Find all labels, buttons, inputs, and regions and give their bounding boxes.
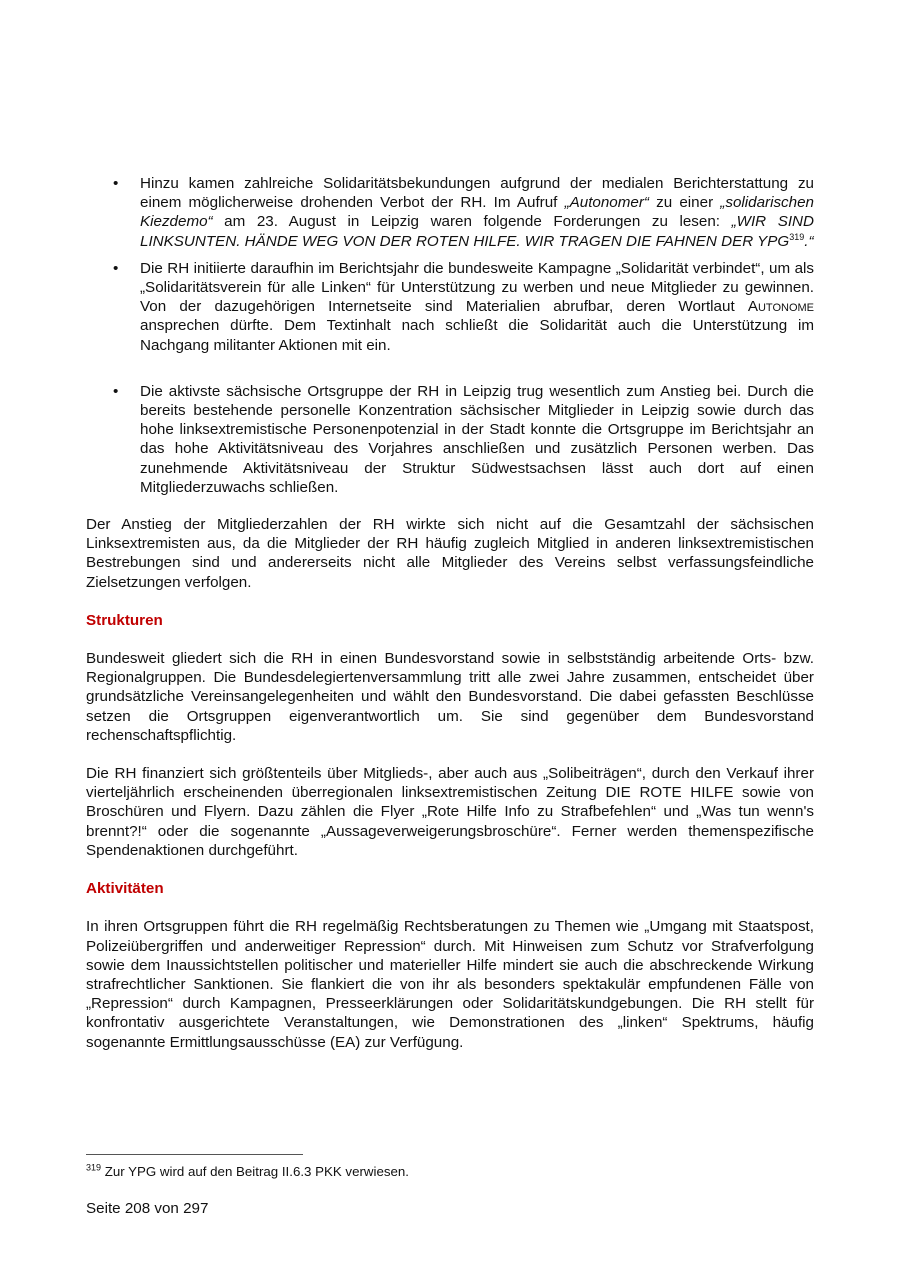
page-number: Seite 208 von 297 <box>86 1200 209 1217</box>
section-heading-strukturen: Strukturen <box>86 611 163 629</box>
paragraph: Der Anstieg der Mitgliederzahlen der RH wirkte sich nicht auf die Gesamtzahl der sächsischen Linksextremisten aus, da die Mitglieder der RH häufig zugleich Mitglied in anderen linksextremistischen Bestrebungen sind und andererseits nicht alle Mitglieder des Vereins selbst verfassungsfeindliche Zielsetzungen verfolgen. <box>86 516 814 591</box>
list-item: • Die RH initiierte daraufhin im Berichtsjahr die bundesweite Kampagne „Solidarität verbindet“, um als „Solidaritätsverein für alle Linken“ für Unterstützung zu werben und neue Mitglieder zu gewinnen. Von der dazugehörigen Internetseite sind Materialien abrufbar, deren Wortlaut Autonome ansprechen dürfte. Dem Textinhalt nach schließt die Solidarität auch die Unterstützung im Nachgang militanter Aktionen mit ein. <box>86 259 814 355</box>
main-content <box>86 174 814 1052</box>
footnote-ref: 319 <box>789 231 805 242</box>
footnote: $^{319}$ Zur YPG wird auf den Beitrag II.6.3 PKK verwiesen. <box>86 1162 409 1179</box>
paragraph: Die RH finanziert sich größtenteils über Mitglieds-, aber auch aus „Solibeiträgen“, durch den Verkauf ihrer vierteljährlich erscheinenden überregionalen linksextremistischen Zeitung DIE ROTE HILFE sowie von Broschüren und Flyern. Dazu zählen die Flyer „Rote Hilfe Info zu Strafbefehlen“ und „Was tun wenn's brennt?!“ oder die sogenannte „Aussageverweigerungsbroschüre“. Ferner werden themenspezifische Spendenaktionen durchgeführt. <box>86 765 814 859</box>
bullet-list <box>86 174 814 497</box>
paragraph: Bundesweit gliedert sich die RH in einen Bundesvorstand sowie in selbstständig arbeitende Orts- bzw. Regionalgruppen. Die Bundesdelegiertenversammlung tritt alle zwei Jahre zusammen, entscheidet über grundsätzliche Vereinsangelegenheiten und wählt den Bundesvorstand. Die dabei gefassten Beschlüsse setzen die Ortsgruppen eigenverantwortlich um. Sie sind gegenüber dem Bundesvorstand rechenschaftspflichtig. <box>86 650 814 744</box>
list-item: • Hinzu kamen zahlreiche Solidaritätsbekundungen aufgrund der medialen Berichterstattung zu einem möglicherweise drohenden Verbot der RH. Im Aufruf „Autonomer“ zu einer „solidarischen Kiezdemo“ am 23. August in Leipzig waren folgende Forderungen zu lesen: „WIR SIND LINKSUNTEN. HÄNDE WEG VON DER ROTEN HILFE. WIR TRAGEN DIE FAHNEN DER YPG$^{319}$.“ <box>86 174 814 251</box>
footnote-area <box>86 1154 814 1180</box>
paragraph: In ihren Ortsgruppen führt die RH regelmäßig Rechtsberatungen zu Themen wie „Umgang mit Staatspost, Polizeiübergriffen und anderweitiger Repression“ durch. Mit Hinweisen zum Schutz vor Strafverfolgung sowie dem Inaussichtstellen politischer und materieller Hilfe mindert sie auch die abschreckende Wirkung strafrechtlicher Sanktionen. Sie flankiert die von ihr als besonders spektakulär empfundenen Fälle von „Repression“ durch Kampagnen, Presseerklärungen oder Solidaritätskundgebungen. Die RH stellt für konfrontativ ausgerichtete Veranstaltungen, wie Demonstrationen des „linken“ Spektrums, häufig sogenannte Ermittlungsausschüsse (EA) zur Verfügung. <box>86 918 814 1051</box>
footnote-divider <box>86 1154 303 1155</box>
list-item: • Die aktivste sächsische Ortsgruppe der RH in Leipzig trug wesentlich zum Anstieg bei. Durch die bereits bestehende personelle Konzentration sächsischer Mitglieder in Leipzig sowie durch das hohe linksextremistische Personenpotenzial in der Stadt konnte die Ortsgruppe im Berichtsjahr an das hohe Aktivitätsniveau des Vorjahres anschließen und zusätzlich Personen werben. Das zunehmende Aktivitätsniveau der Struktur Südwestsachsen lässt auch dort auf einen Mitgliederzuwachs schließen. <box>86 382 814 497</box>
section-heading-aktivitaeten: Aktivitäten <box>86 880 164 898</box>
